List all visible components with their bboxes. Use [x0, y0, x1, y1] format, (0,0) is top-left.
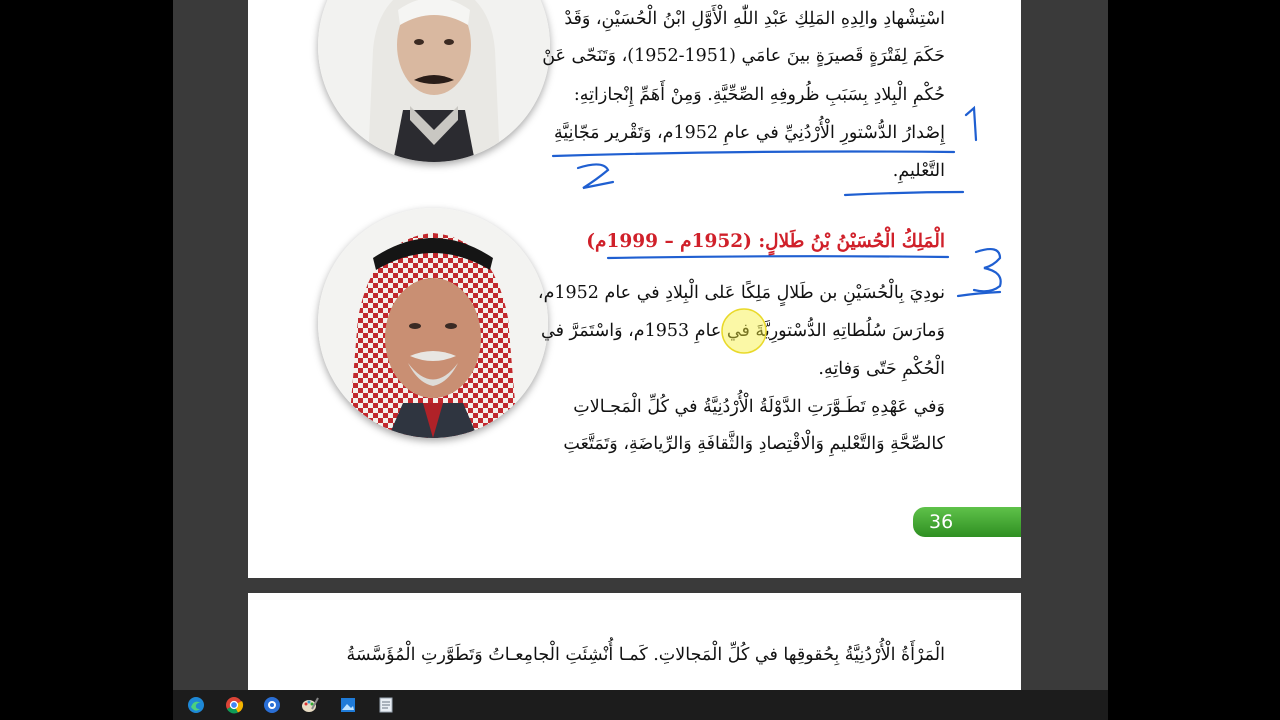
taskbar-app-blue[interactable]	[259, 692, 285, 718]
paint-icon	[300, 695, 320, 715]
taskbar-notepad[interactable]	[373, 692, 399, 718]
page-37	[248, 593, 1021, 690]
ink-number-3	[974, 249, 1001, 291]
text-line-2: حَكَمَ لِفَتْرَةٍ قَصيرَةٍ بينَ عامَي (1951-1952)، وَتَنَحّى عَنْ	[542, 46, 945, 66]
portrait-king-hussein	[318, 208, 548, 438]
taskbar	[173, 690, 1108, 720]
para2-line-1: وَفي عَهْدِهِ تَطَـوَّرَتِ الدَّوْلَةُ الْأُرْدُنِيَّةُ في كُلِّ الْمَجـالاتِ	[573, 397, 945, 417]
heading-years: (1952م – 1999م)	[586, 231, 752, 252]
image-viewer-icon	[338, 695, 358, 715]
underline-constitution	[553, 152, 954, 157]
portrait-talal-image	[318, 0, 550, 162]
page2-line-1: الْمَرْأَةُ الْأُرْدُنِيَّةُ بِحُقوقِها في كُلِّ الْمَجالاتِ. كَمـا أُنْشِئَتِ الْجامِعـاتُ وَتَطَوَّرتِ الْمُؤَسَّسَةُ	[346, 645, 945, 665]
text-line-5: التَّعْليمِ.	[892, 161, 945, 181]
ink-stroke	[958, 292, 1000, 296]
para1-line-1: نودِيَ بِالْحُسَيْنِ بن طَلالٍ مَلِكًا عَلى الْبِلادِ في عام 1952م،	[537, 283, 945, 303]
page-number: 36	[929, 511, 954, 533]
document-viewer[interactable]	[173, 0, 1108, 690]
para1-line-3: الْحُكْمِ حَتّى وَفاتِهِ.	[818, 359, 945, 379]
portrait-king-talal	[318, 0, 550, 162]
taskbar-chrome[interactable]	[221, 692, 247, 718]
text-line-3: حُكْمِ الْبِلادِ بِسَبَبِ ظُروفِهِ الصِّحِّيَّةِ. وَمِنْ أَهَمِّ إِنْجازاتِهِ:	[573, 85, 945, 105]
underline-heading-years	[608, 256, 948, 258]
para2-line-2: كالصِّحَّةِ وَالتَّعْليمِ وَالْاقْتِصادِ وَالثَّقافَةِ وَالرِّياضَةِ، وَتَمَتَّعَتِ	[563, 434, 945, 454]
heading-title: الْمَلِكُ الْحُسَيْنُ بْنُ طَلالٍ:	[758, 231, 945, 252]
portrait-hussein-image	[318, 208, 548, 438]
notepad-icon	[376, 695, 396, 715]
text-line-1: اسْتِشْهادِ والِدِهِ المَلِكِ عَبْدِ اللّٰهِ الْأَوَّلِ ابْنُ الْحُسَيْنِ، وَقَدْ	[564, 9, 945, 29]
edge-icon	[186, 695, 206, 715]
ink-number-1	[966, 108, 976, 140]
taskbar-image-viewer[interactable]	[335, 692, 361, 718]
text-line-4: إِصْدارُ الدُّسْتورِ الْأُرْدُنِيِّ في عامِ 1952م، وَتَقْرير مَجّانِيَّةِ	[553, 123, 945, 143]
app-blue-icon	[262, 695, 282, 715]
taskbar-paint[interactable]	[297, 692, 323, 718]
page-36	[248, 0, 1021, 578]
page-number-badge	[913, 507, 1021, 537]
ink-number-2	[578, 164, 613, 188]
section-heading-king-hussein	[586, 231, 945, 252]
para1-line-2: وَمارَسَ سُلُطاتِهِ الدُّسْتورِيَّةَ في عامِ 1953م، وَاسْتَمَرَّ في	[541, 321, 945, 341]
underline-education	[845, 192, 963, 195]
chrome-icon	[224, 695, 244, 715]
taskbar-edge[interactable]	[183, 692, 209, 718]
